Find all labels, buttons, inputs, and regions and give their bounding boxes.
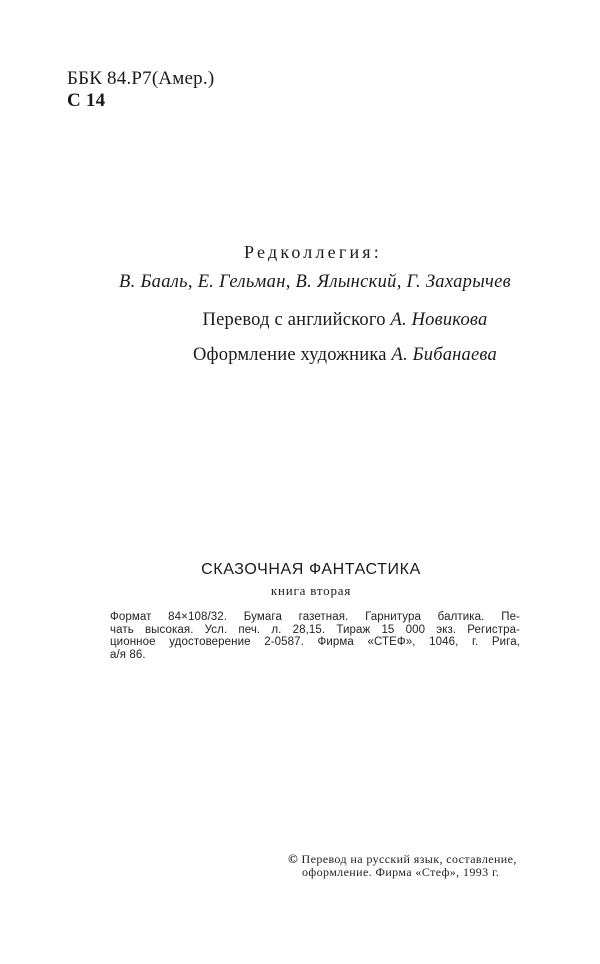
copyright-line: оформление. Фирма «Стеф», 1993 г. (302, 865, 500, 879)
translation-label: Перевод с английского (202, 310, 391, 330)
copyright-notice (288, 852, 517, 879)
imprint-line: Формат 84×108/32. Бумага газетная. Гарнитура балтика. Пе- (110, 611, 520, 623)
translator-name: А. Новикова (390, 310, 488, 330)
translation-credit (45, 310, 600, 331)
author-mark: С 14 (67, 90, 106, 111)
series-subtitle: книга вторая (270, 583, 352, 598)
editorial-board-title: Редколлегия: (244, 242, 382, 262)
design-label: Оформление художника (193, 345, 392, 365)
imprint-line: ционное удостоверение 2-0587. Фирма «СТЕФ», 1046, г. Рига, (110, 636, 520, 648)
copyright-line: Перевод на русский язык, составление, (301, 852, 517, 866)
copyright-icon: © (288, 851, 299, 866)
imprint-line: чать высокая. Усл. печ. л. 28,15. Тираж 15 000 экз. Регистра- (110, 623, 520, 636)
editorial-board-members: В. Бааль, Е. Гельман, В. Ялынский, Г. Захарычев (119, 272, 511, 292)
artist-name: А. Бибанаева (391, 345, 497, 365)
imprint-line: а/я 86. (110, 648, 146, 661)
bbk-index: ББК 84.Р7(Амер.) (67, 68, 215, 89)
imprint-block (110, 611, 520, 661)
design-credit (45, 345, 600, 366)
classification-code (67, 68, 214, 112)
series-title: СКАЗОЧНАЯ ФАНТАСТИКА (201, 561, 421, 578)
